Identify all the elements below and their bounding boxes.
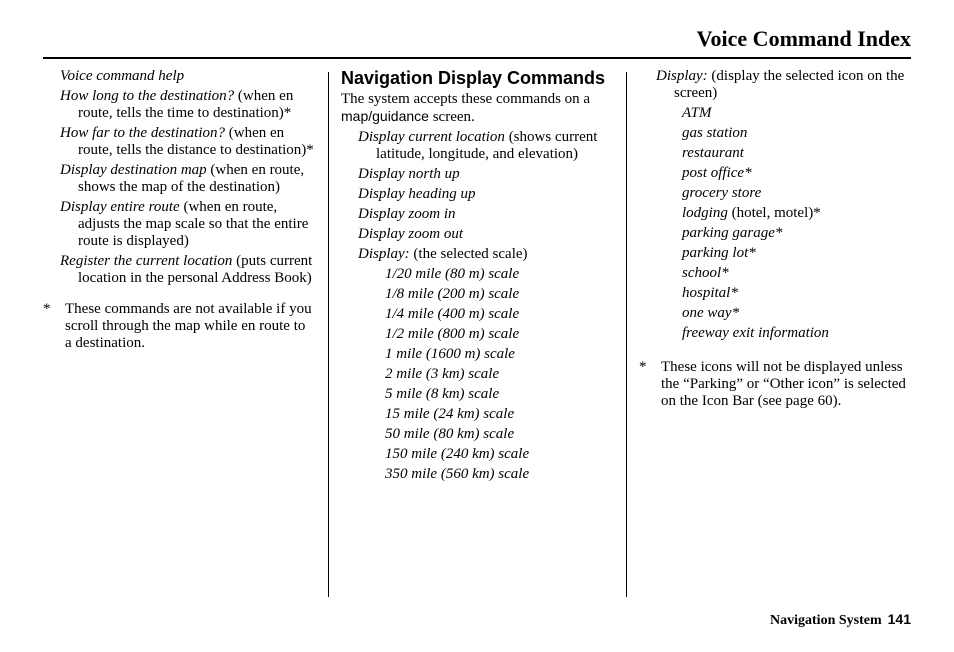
command-text: Voice command help [60, 68, 185, 84]
scale-option: 1/4 mile (400 m) scale [385, 306, 520, 322]
command-entry [358, 226, 616, 243]
command-text: Display: [358, 246, 410, 262]
footnote-text: These icons will not be displayed unless the “Parking” or “Other icon” is selected on the Icon Bar (see page 60). [661, 359, 906, 409]
scale-option: 15 mile (24 km) scale [385, 406, 515, 422]
icon-option [682, 205, 911, 222]
command-text: Display destination map [60, 162, 207, 178]
command-description: (the selected scale) [409, 246, 528, 262]
icon-option [682, 245, 911, 262]
scale-option: 1/2 mile (800 m) scale [385, 326, 520, 342]
column-2 [341, 68, 616, 486]
command-text: Display zoom out [358, 226, 463, 242]
command-text: Display entire route [60, 199, 180, 215]
command-text: Display north up [358, 166, 460, 182]
command-description: (when en route, tells the time to destination)* [78, 88, 294, 121]
command-entry [60, 253, 315, 287]
command-text: Display current location [358, 129, 505, 145]
intro-text-end: screen. [428, 109, 475, 125]
footnote [43, 301, 315, 352]
scale-option: 2 mile (3 km) scale [385, 366, 500, 382]
icon-option-name: parking lot* [682, 245, 756, 261]
command-text: How far to the destination? [60, 125, 225, 141]
icon-option-name: one way* [682, 305, 740, 321]
icon-option-name: post office* [682, 165, 752, 181]
section-heading: Navigation Display Commands [341, 68, 606, 88]
scale-option: 50 mile (80 km) scale [385, 426, 515, 442]
command-entry [60, 68, 315, 85]
command-description: (when en route, adjusts the map scale so that the entire route is displayed) [78, 199, 309, 249]
command-text: Display: [656, 68, 708, 84]
page-footer [770, 611, 911, 629]
icon-option-name: freeway exit information [682, 325, 829, 341]
scale-option: 1/8 mile (200 m) scale [385, 286, 520, 302]
column-1 [43, 68, 315, 352]
command-description: (shows current latitude, longitude, and elevation) [376, 129, 598, 162]
icon-option-name: gas station [682, 125, 748, 141]
icon-option-name: parking garage* [682, 225, 783, 241]
footnote-text: These commands are not available if you scroll through the map while en route to a destination. [65, 301, 312, 351]
footnote-mark: * [639, 359, 647, 375]
scale-option: 5 mile (8 km) scale [385, 386, 500, 402]
footer-section: Navigation System [770, 613, 882, 628]
command-text: Display heading up [358, 186, 476, 202]
scale-option: 350 mile (560 km) scale [385, 466, 530, 482]
footnote-mark: * [43, 301, 51, 317]
icon-option-name: school* [682, 265, 729, 281]
command-text: Register the current location [60, 253, 233, 269]
icon-option [682, 285, 911, 302]
command-entry [358, 206, 616, 223]
scale-option: 1/20 mile (80 m) scale [385, 266, 520, 282]
command-text: How long to the destination? [60, 88, 235, 104]
icon-option [682, 105, 911, 122]
command-entry [656, 68, 911, 102]
icon-option-name: lodging [682, 205, 728, 221]
icon-option-name: ATM [682, 105, 712, 121]
icon-option-name: grocery store [682, 185, 762, 201]
icon-option [682, 185, 911, 202]
command-entry [60, 162, 315, 196]
command-description: (when en route, shows the map of the destination) [78, 162, 305, 195]
page-number: 141 [887, 611, 911, 627]
command-entry [358, 186, 616, 203]
column-divider-1 [328, 72, 329, 597]
icon-option [682, 265, 911, 282]
command-description: (display the selected icon on the screen) [674, 68, 905, 101]
intro-text: The system accepts these commands on a [341, 91, 591, 107]
command-text: Display zoom in [358, 206, 456, 222]
column-divider-2 [626, 72, 627, 597]
icon-option [682, 145, 911, 162]
icon-option [682, 125, 911, 142]
screen-name: map/guidance [341, 108, 429, 124]
icon-option [682, 325, 911, 342]
command-entry [60, 125, 315, 159]
command-entry [60, 88, 315, 122]
scale-option: 1 mile (1600 m) scale [385, 346, 515, 362]
command-description: (puts current location in the personal Address Book) [78, 253, 313, 286]
command-entry [358, 166, 616, 183]
command-entry [60, 199, 315, 250]
icon-option [682, 305, 911, 322]
command-entry [358, 129, 616, 163]
icon-option [682, 165, 911, 182]
column-3 [639, 68, 911, 410]
icon-option [682, 225, 911, 242]
icon-option-name: hospital* [682, 285, 738, 301]
section-intro [341, 91, 616, 126]
icon-option-suffix: (hotel, motel)* [727, 205, 821, 221]
footnote [639, 359, 911, 410]
command-description: (when en route, tells the distance to destination)* [78, 125, 314, 158]
command-entry [358, 246, 616, 263]
scale-option: 150 mile (240 km) scale [385, 446, 530, 462]
icon-option-name: restaurant [682, 145, 744, 161]
header-rule [43, 57, 911, 59]
page-title: Voice Command Index [696, 26, 911, 51]
